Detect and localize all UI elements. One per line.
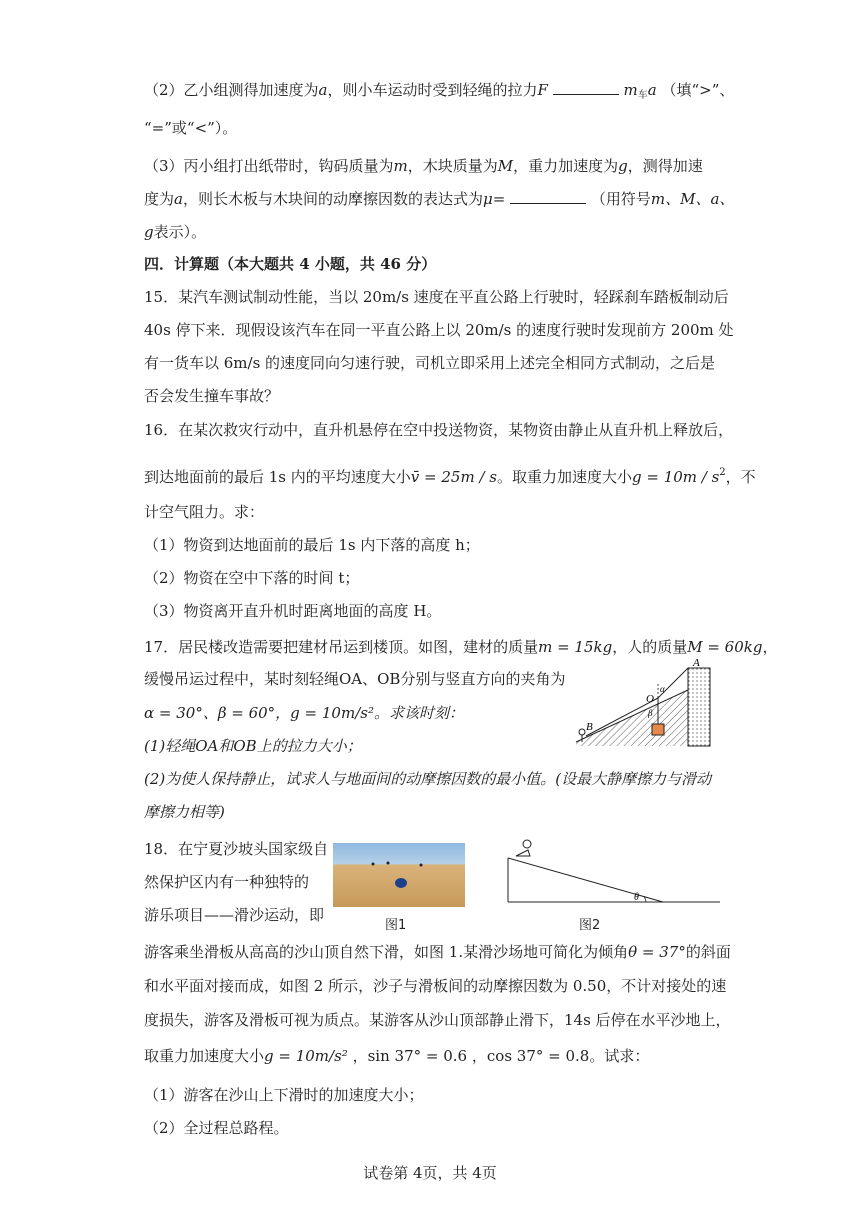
q18-line6: 度损失，游客及滑板可视为质点。某游客从沙山顶部静止滑下，14s 后停在水平沙地上， bbox=[144, 1011, 731, 1029]
svg-text:α: α bbox=[660, 684, 665, 694]
crane-diagram bbox=[572, 656, 718, 752]
svg-text:O: O bbox=[646, 693, 654, 705]
q14-part3-line2: 度为a，则长木板与木块间的动摩擦因数的表达式为μ= （用符号m、M、a、 bbox=[144, 190, 735, 208]
q14-part2-line: （2）乙小组测得加速度为a，则小车运动时受到轻绳的拉力F $m_车a$ （填“>”、 bbox=[144, 81, 735, 101]
person-icon bbox=[579, 729, 585, 735]
q16-part1: （1）物资到达地面前的最后 1s 内下落的高度 h； bbox=[144, 536, 480, 554]
svg-text:B: B bbox=[586, 721, 593, 733]
tourist-icon bbox=[523, 840, 531, 848]
answer-blank-mu bbox=[510, 189, 586, 204]
q14-part3-line3: g表示）。 bbox=[144, 223, 207, 241]
q18-part2: （2）全过程总路程。 bbox=[144, 1119, 289, 1137]
q18-line3: 游乐项目——滑沙运动，即 bbox=[144, 906, 325, 924]
page-footer: 试卷第 4页，共 4页 bbox=[363, 1164, 497, 1182]
sand-slide-photo bbox=[333, 843, 465, 907]
q18-line7: 取重力加速度大小g = 10m/s² ，sin 37° = 0.6 ，cos 37° = 0.8。试求： bbox=[144, 1047, 650, 1065]
q15-line3: 有一货车以 6m/s 的速度同向匀速行驶，司机立即采用上述完全相同方式制动，之后是 bbox=[144, 354, 716, 372]
q18-line5: 和水平面对接而成，如图 2 所示，沙子与滑板间的动摩擦因数为 0.50，不计对接处的速 bbox=[144, 977, 727, 995]
q17-part1: (1)轻绳OA和OB上的拉力大小； bbox=[144, 737, 362, 755]
ground-slope bbox=[576, 690, 688, 746]
slope-diagram bbox=[498, 836, 722, 906]
building bbox=[688, 668, 710, 746]
q14-part3-line: （3）丙小组打出纸带时，钩码质量为m，木块质量为M，重力加速度为g，测得加速 bbox=[144, 157, 703, 175]
material-box bbox=[652, 724, 664, 735]
q15-line1: 15．某汽车测试制动性能，当以 20m/s 速度在平直公路上行驶时，轻踩刹车踏板制动后 bbox=[144, 288, 729, 306]
q16-part3: （3）物资离开直升机时距离地面的高度 H。 bbox=[144, 602, 442, 620]
q17-line1: 17．居民楼改造需要把建材吊运到楼顶。如图，建材的质量m = 15kg，人的质量M = 60kg， bbox=[144, 638, 778, 656]
figure1-caption: 图1 bbox=[385, 918, 407, 933]
q16-line1: 16．在某次救灾行动中，直升机悬停在空中投送物资，某物资由静止从直升机上释放后， bbox=[144, 421, 734, 439]
q15-line2: 40s 停下来．现假设该汽车在同一平直公路上以 20m/s 的速度行驶时发现前方 200m 处 bbox=[144, 321, 734, 339]
q18-line2: 然保护区内有一种独特的 bbox=[144, 873, 310, 891]
q16-part2: （2）物资在空中下落的时间 t； bbox=[144, 569, 360, 587]
q16-line2: 到达地面前的最后 1s 内的平均速度大小v̄ = 25m / s。取重力加速度大小$g = 10m / s^2$，不 bbox=[144, 467, 756, 486]
figure2-caption: 图2 bbox=[579, 918, 601, 933]
q18-part1: （1）游客在沙山上下滑时的加速度大小； bbox=[144, 1086, 424, 1104]
q15-line4: 否会发生撞车事故？ bbox=[144, 387, 280, 405]
svg-text:θ: θ bbox=[634, 892, 639, 903]
q17-line3: α = 30°、β = 60°，g = 10m/s²。求该时刻： bbox=[144, 704, 464, 722]
section-title: 四．计算题（本大题共 4 小题，共 46 分） bbox=[144, 255, 437, 273]
q14-part2-line2: “=”或“<”）。 bbox=[144, 119, 238, 137]
q18-line4: 游客乘坐滑板从高高的沙山顶自然下滑，如图 1.某滑沙场地可简化为倾角θ = 37°的斜面 bbox=[144, 943, 731, 961]
q18-line1: 18．在宁夏沙坡头国家级自 bbox=[144, 840, 329, 858]
svg-text:A: A bbox=[693, 657, 700, 669]
q17-part2: (2)为使人保持静止，试求人与地面间的动摩擦因数的最小值。(设最大静摩擦力与滑动 bbox=[144, 770, 712, 788]
avg-velocity-formula: v̄ = 25m / s bbox=[410, 468, 497, 486]
answer-blank-f bbox=[553, 80, 619, 95]
q17-line2: 缓慢吊运过程中，某时刻轻绳OA、OB分别与竖直方向的夹角为 bbox=[144, 670, 566, 688]
q16-line3: 计空气阻力。求： bbox=[144, 503, 265, 521]
svg-text:β: β bbox=[648, 708, 653, 718]
q17-part2b: 摩擦力相等) bbox=[144, 803, 225, 821]
